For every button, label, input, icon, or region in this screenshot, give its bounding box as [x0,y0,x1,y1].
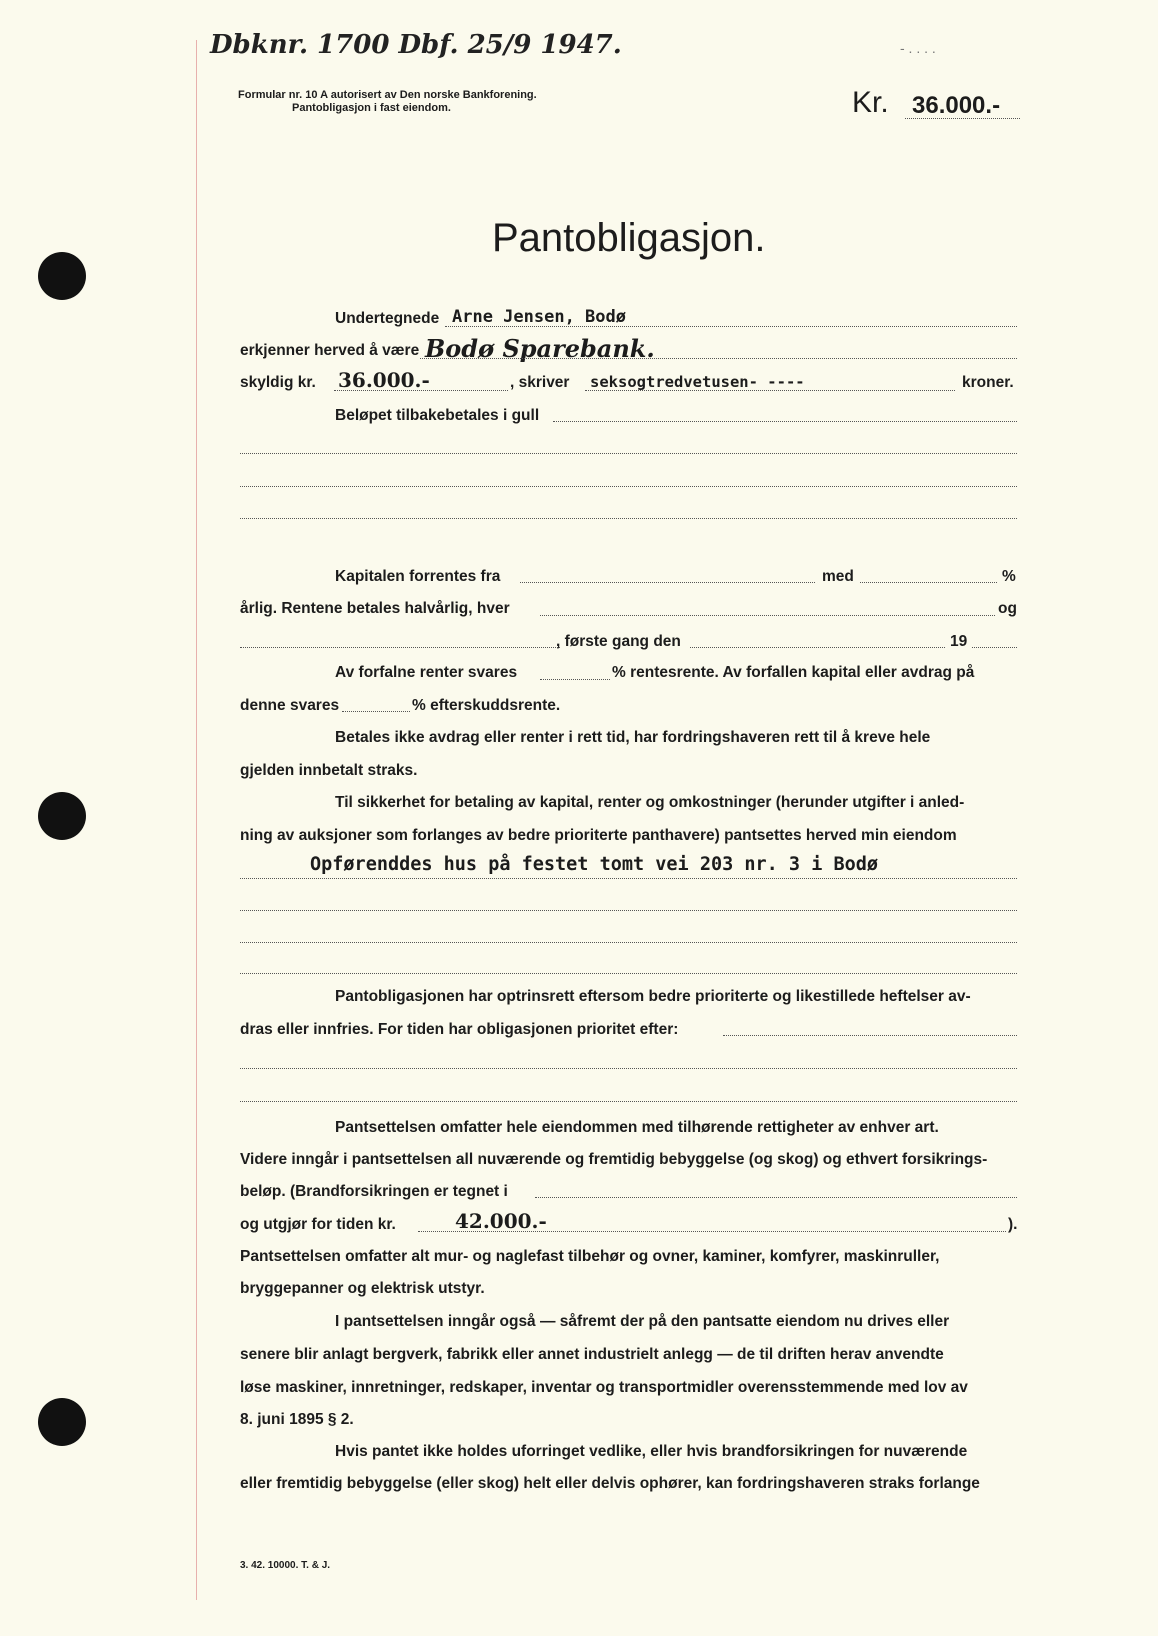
debtor-name: Arne Jensen, Bodø [452,307,626,327]
punch-hole-bottom [38,1398,86,1446]
hvis-line-2: eller fremtidig bebyggelse (eller skog) helt eller delvis ophører, kan fordringshaveren straks forlange [240,1475,980,1492]
inngar-line-4: 8. juni 1895 § 2. [240,1411,354,1428]
pant-line-4-label: og utgjør for tiden kr. [240,1216,396,1233]
creditor-name: Bodø Sparebank. [425,334,655,363]
pledged-property: Opførenddes hus på festet tomt vei 203 nr. 3 i Bodø [310,854,879,875]
year-prefix: 19 [950,633,968,650]
kapitalen-label: Kapitalen forrentes fra [335,568,501,585]
debt-amount: 36.000.- [338,368,430,392]
skriver-label: , skriver [510,374,570,391]
og-label: og [998,600,1017,617]
arlig-label: årlig. Rentene betales halvårlig, hver [240,600,510,617]
punch-hole-middle [38,792,86,840]
form-authorization: Formular nr. 10 A autorisert av Den norske Bankforening. [238,89,537,101]
kr-amount: 36.000.- [912,92,1001,119]
kroner-label: kroner. [962,374,1014,391]
pant-line-5: Pantsettelsen omfatter alt mur- og naglefast tilbehør og ovner, kaminer, komfyrer, maskinruller, [240,1248,940,1265]
skyldig-label: skyldig kr. [240,374,316,391]
pant-line-2: Videre inngår i pantsettelsen all nuværende og fremtidig bebyggelse (og skog) og ethvert forsikrings- [240,1151,988,1168]
pant-line-4-end: ). [1008,1216,1018,1233]
inngar-line-3: løse maskiner, innretninger, redskaper, inventar og transportmidler overensstemmende med lov av [240,1379,968,1396]
optrin-line-1: Pantobligasjonen har optrinsrett eftersom bedre prioriterte og likestillede heftelser av- [335,988,971,1005]
insurance-amount: 42.000.- [455,1209,547,1233]
med-label: med [822,568,854,585]
inngar-line-1: I pantsettelsen inngår også — såfremt der på den pantsatte eiendom nu drives eller [335,1313,950,1330]
corner-mark: - . . . . [900,40,936,56]
belopet-label: Beløpet tilbakebetales i gull [335,407,540,424]
pant-line-1: Pantsettelsen omfatter hele eiendommen med tilhørende rettigheter av enhver art. [335,1119,939,1136]
print-code: 3. 42. 10000. T. & J. [240,1560,331,1571]
margin-rule [196,40,197,1600]
pant-line-3: beløp. (Brandforsikringen er tegnet i [240,1183,508,1200]
forste-gang-label: , første gang den [556,633,681,650]
erkjenner-label: erkjenner herved å være [240,342,420,359]
sikkerhet-line-1: Til sikkerhet for betaling av kapital, renter og omkostninger (herunder utgifter i anled- [335,794,965,811]
denne-svares-label: denne svares [240,697,340,714]
betales-line-2: gjelden innbetalt straks. [240,762,418,779]
inngar-line-2: senere blir anlagt bergverk, fabrikk eller annet industrielt anlegg — de til driften herav anvendte [240,1346,944,1363]
av-forfalne-label: Av forfalne renter svares [335,664,518,681]
betales-text-1: Betales ikke avdrag eller renter i rett tid, har fordringshaveren rett til å kreve hele [335,729,931,746]
document-title: Pantobligasjon. [492,216,766,260]
pant-line-6: bryggepanner og elektrisk utstyr. [240,1280,485,1297]
form-subtitle: Pantobligasjon i fast eiendom. [292,102,451,114]
hvis-line-1: Hvis pantet ikke holdes uforringet vedlike, eller hvis brandforsikringen for nuværende [335,1443,968,1460]
optrin-line-2: dras eller innfries. For tiden har obligasjonen prioritet efter: [240,1021,679,1038]
kr-label: Kr. [852,86,889,119]
amount-in-words: seksogtredvetusen- ---- [590,373,805,391]
sikkerhet-line-2: ning av auksjoner som forlanges av bedre prioriterte panthavere) pantsettes herved min eiendom [240,827,957,844]
punch-hole-top [38,252,86,300]
efterskudd-label: % efterskuddsrente. [412,697,561,714]
undertegnede-label: Undertegnede [335,310,440,327]
pct-label: % [1002,568,1016,585]
rentesrente-label: % rentesrente. Av forfallen kapital eller avdrag på [612,664,975,681]
registry-note: Dbknr. 1700 Dbf. 25/9 1947. [210,30,622,60]
betales-line-1 [240,729,1020,747]
